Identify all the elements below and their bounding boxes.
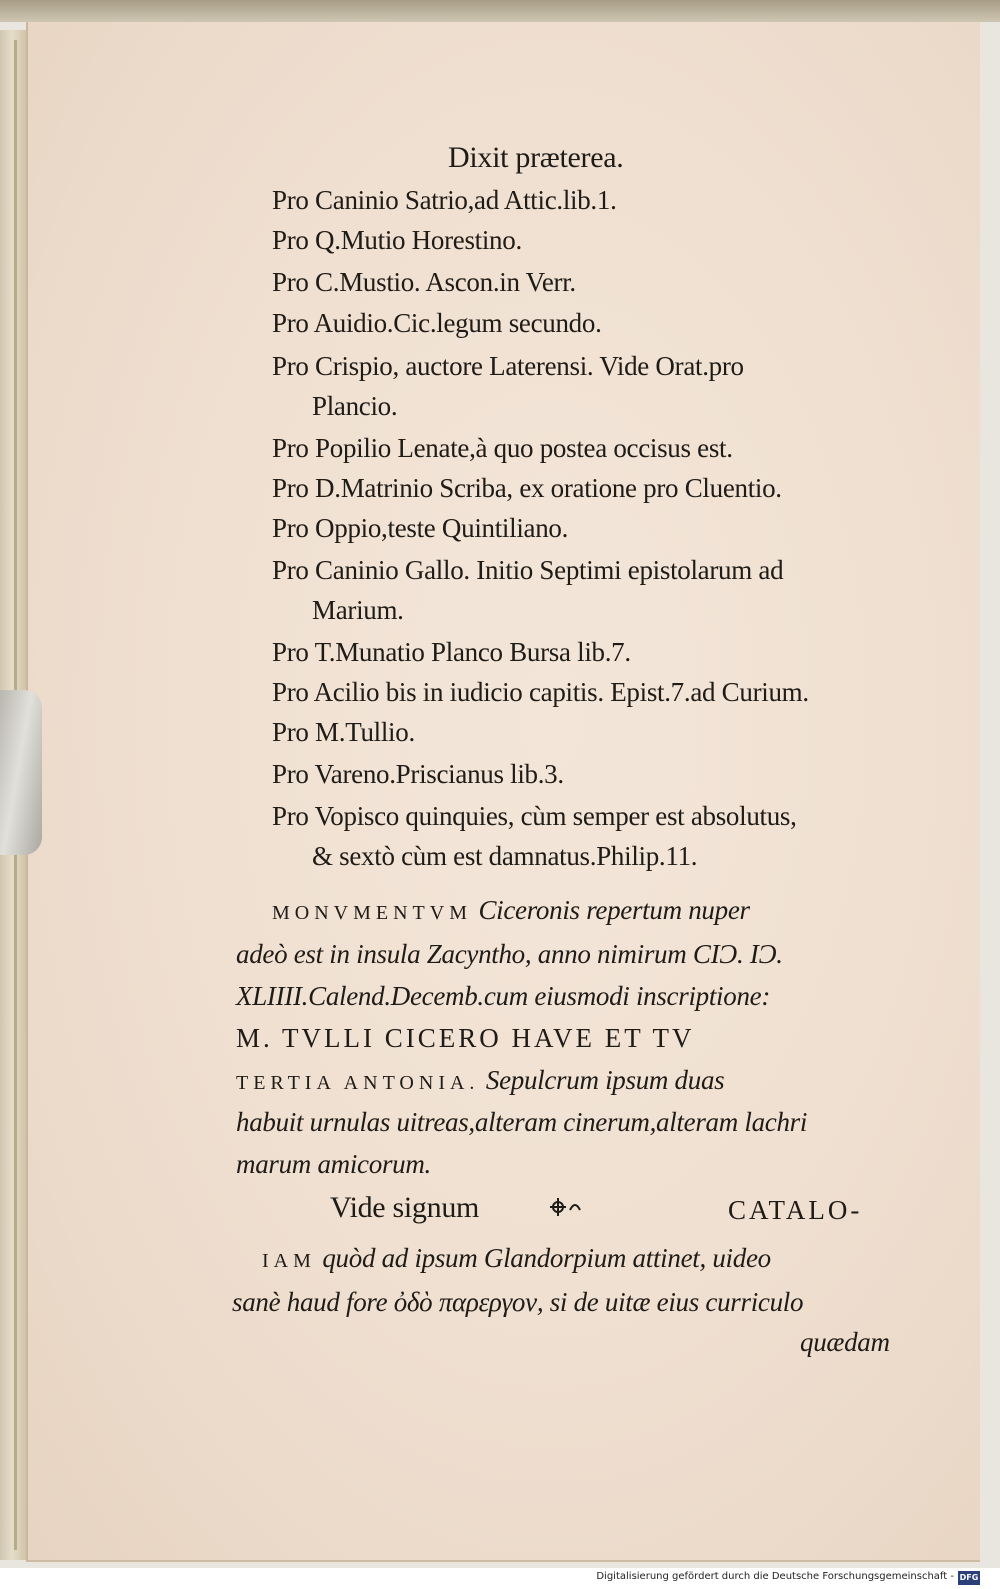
final-line-1 bbox=[262, 1238, 771, 1281]
list-item: Marium. bbox=[312, 595, 404, 625]
list-item: Pro Crispio, auctore Laterensi. Vide Orat.pro bbox=[272, 351, 744, 381]
list-item: Pro Acilio bis in iudicio capitis. Epist.7.ad Curium. bbox=[272, 677, 809, 707]
list-item: Pro C.Mustio. Ascon.in Verr. bbox=[272, 267, 576, 297]
list-item: Pro D.Matrinio Scriba, ex oratione pro Cluentio. bbox=[272, 473, 782, 503]
monument-caps-2: TERTIA ANTONIA. bbox=[236, 1072, 480, 1094]
book-top-edge bbox=[0, 0, 1000, 22]
monument-line-6: habuit urnulas uitreas,alteram cinerum,alteram lachri bbox=[236, 1107, 808, 1137]
list-item: Pro Vopisco quinquies, cùm semper est absolutus, bbox=[272, 801, 797, 831]
catchword-quaedam: quædam bbox=[800, 1327, 890, 1357]
monument-line-2: adeò est in insula Zacyntho, anno nimirum CIƆ. IƆ. bbox=[236, 939, 783, 969]
catchword-catalo: CATALO- bbox=[728, 1195, 863, 1225]
page-heading: Dixit præterea. bbox=[448, 141, 624, 174]
monument-caps: MONVMENTVM bbox=[272, 902, 472, 924]
monument-line-1 bbox=[272, 890, 750, 933]
list-item: Pro Caninio Gallo. Initio Septimi epistolarum ad bbox=[272, 555, 784, 585]
bookmark-ribbon bbox=[0, 690, 42, 855]
final-line-2: sanè haud fore ὀδὸ παρεργον, si de uitæ eius curriculo bbox=[232, 1287, 804, 1317]
monument-line-5 bbox=[236, 1060, 724, 1103]
monument-line-7: marum amicorum. bbox=[236, 1149, 431, 1179]
monument-text: Ciceronis repertum nuper bbox=[478, 895, 750, 925]
list-item: & sextò cùm est damnatus.Philip.11. bbox=[312, 841, 698, 871]
list-item: Pro Q.Mutio Horestino. bbox=[272, 225, 522, 255]
vide-signum: Vide signum bbox=[330, 1191, 480, 1224]
dfg-logo: DFG bbox=[958, 1571, 980, 1585]
list-item: Plancio. bbox=[312, 391, 398, 421]
list-item: Pro Auidio.Cic.legum secundo. bbox=[272, 308, 602, 338]
list-item: Pro Vareno.Priscianus lib.3. bbox=[272, 759, 564, 789]
list-item: Pro Popilio Lenate,à quo postea occisus est. bbox=[272, 433, 733, 463]
list-item: Pro T.Munatio Planco Bursa lib.7. bbox=[272, 637, 631, 667]
footer-credit: Digitalisierung gefördert durch die Deutsche Forschungsgemeinschaft - bbox=[596, 1571, 954, 1582]
final-text: quòd ad ipsum Glandorpium attinet, uideo bbox=[322, 1243, 771, 1273]
ornament-sign-icon bbox=[548, 1196, 584, 1218]
monument-line-3: XLIIII.Calend.Decemb.cum eiusmodi inscriptione: bbox=[236, 981, 771, 1011]
list-item: Pro M.Tullio. bbox=[272, 717, 415, 747]
footer-bar bbox=[0, 1568, 1000, 1589]
monument-text-2: Sepulcrum ipsum duas bbox=[485, 1065, 725, 1095]
final-caps: IAM bbox=[262, 1250, 316, 1272]
monument-inscription: M. TVLLI CICERO HAVE ET TV bbox=[236, 1023, 695, 1053]
list-item: Pro Oppio,teste Quintiliano. bbox=[272, 513, 569, 543]
list-item: Pro Caninio Satrio,ad Attic.lib.1. bbox=[272, 185, 617, 215]
